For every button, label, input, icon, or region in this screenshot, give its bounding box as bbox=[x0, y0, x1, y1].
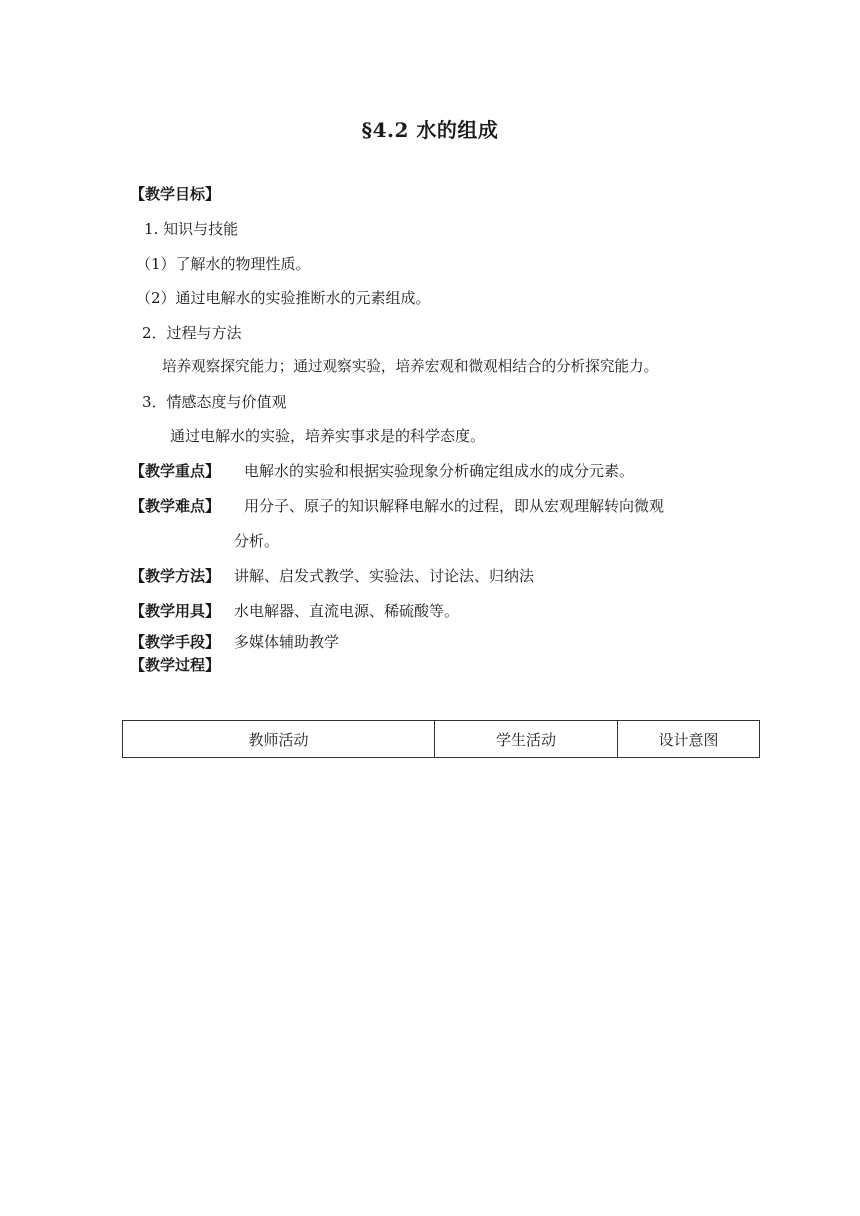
difficulties-text-line1: 用分子、原子的知识解释电解水的过程，即从宏观理解转向微观 bbox=[244, 497, 665, 515]
table-header-row bbox=[123, 721, 760, 758]
methods-text: 讲解、启发式教学、实验法、讨论法、归纳法 bbox=[234, 567, 535, 585]
means-label: 【教学手段】 bbox=[130, 633, 221, 651]
objective-3-heading: 3．情感态度与价值观 bbox=[142, 393, 287, 411]
methods-label: 【教学方法】 bbox=[130, 567, 221, 585]
difficulties-text-line2: 分析。 bbox=[234, 532, 280, 550]
process-label: 【教学过程】 bbox=[130, 656, 221, 674]
objective-1-heading: 1. 知识与技能 bbox=[144, 220, 239, 238]
key-points-text: 电解水的实验和根据实验现象分析确定组成水的成分元素。 bbox=[244, 462, 635, 480]
header-teacher-activity: 教师活动 bbox=[123, 721, 435, 758]
key-points-label: 【教学重点】 bbox=[130, 462, 221, 480]
header-design-intent: 设计意图 bbox=[618, 721, 760, 758]
objective-2-text: 培养观察探究能力；通过观察实验，培养宏观和微观相结合的分析探究能力。 bbox=[162, 358, 659, 375]
tools-text: 水电解器、直流电源、稀硫酸等。 bbox=[234, 602, 460, 620]
difficulties-label: 【教学难点】 bbox=[130, 497, 221, 515]
objective-1-1: （1）了解水的物理性质。 bbox=[136, 255, 311, 273]
page-title: §4.2 水的组成 bbox=[361, 118, 499, 142]
objective-3-text: 通过电解水的实验，培养实事求是的科学态度。 bbox=[170, 427, 486, 445]
means-text: 多媒体辅助教学 bbox=[234, 633, 340, 651]
header-student-activity: 学生活动 bbox=[435, 721, 618, 758]
process-table bbox=[122, 720, 760, 758]
tools-label: 【教学用具】 bbox=[130, 602, 221, 620]
objective-2-heading: 2．过程与方法 bbox=[142, 324, 242, 342]
objectives-label: 【教学目标】 bbox=[130, 185, 221, 203]
objective-1-2: （2）通过电解水的实验推断水的元素组成。 bbox=[136, 289, 431, 307]
